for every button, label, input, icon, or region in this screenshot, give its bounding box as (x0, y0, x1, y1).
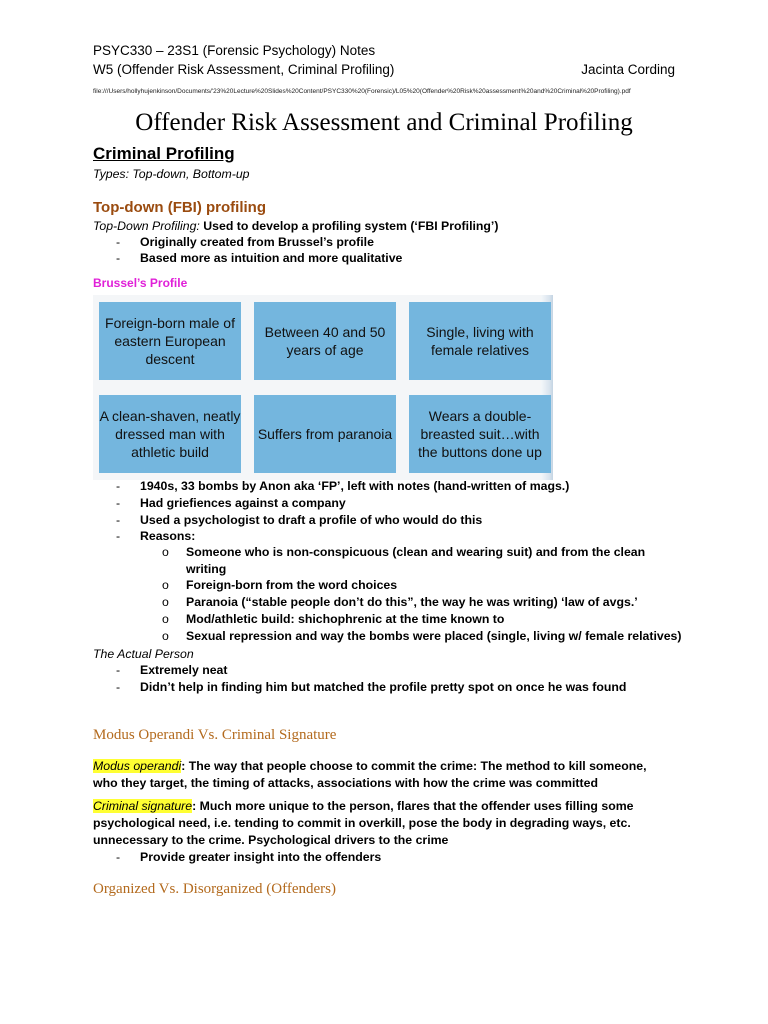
topdown-intro (93, 219, 498, 234)
profile-card: A clean-shaven, neatly dressed man with athletic build (99, 395, 241, 473)
circle-bullet: o (162, 545, 169, 559)
profile-card: Wears a double-breasted suit…with the buttons done up (409, 395, 551, 473)
page-title: Offender Risk Assessment and Criminal Profiling (135, 109, 633, 136)
criminal-signature-def: : Much more unique to the person, flares that the offender uses filling some (192, 799, 634, 813)
brussel-bullet: Had griefiences against a company (140, 496, 346, 510)
profile-card: Single, living with female relatives (409, 302, 551, 380)
circle-bullet: o (162, 629, 169, 643)
dash-marker: - (116, 496, 121, 510)
brussel-profile-figure (93, 295, 553, 480)
criminal-signature-def-cont: psychological need, i.e. tending to commit in overkill, pose the body in degrading ways, etc. (93, 816, 631, 830)
topdown-intro-label: Top-Down Profiling: (93, 219, 200, 233)
topdown-intro-text: Used to develop a profiling system (‘FBI Profiling’) (199, 219, 499, 233)
signature-bullet: Provide greater insight into the offenders (140, 850, 382, 864)
dash-marker: - (116, 479, 121, 493)
profile-card: Between 40 and 50 years of age (254, 302, 396, 380)
modus-operandi-term: Modus operandi (93, 759, 182, 773)
criminal-signature-def-cont: unnecessary to the crime. Psychological drivers to the crime (93, 833, 449, 847)
reason-item: Mod/athletic build: shichophrenic at the time known to (186, 612, 505, 626)
brussel-bullet: Used a psychologist to draft a profile of who would do this (140, 513, 483, 527)
reason-item: Foreign-born from the word choices (186, 578, 398, 592)
modus-operandi-line (93, 759, 647, 774)
criminal-signature-line (93, 799, 633, 814)
brussel-bullet: 1940s, 33 bombs by Anon aka ‘FP’, left with notes (hand-written of mags.) (140, 479, 570, 493)
circle-bullet: o (162, 612, 169, 626)
dash-marker: - (116, 680, 121, 694)
modus-operandi-def-cont: who they target, the timing of attacks, associations with how the crime was committed (93, 776, 598, 790)
reason-item: Paranoia (“stable people don’t do this”, the way he was writing) ‘law of avgs.’ (186, 595, 638, 609)
brussel-label: Brussel’s Profile (93, 276, 188, 290)
actual-person-label: The Actual Person (93, 647, 194, 661)
topdown-bullet: Originally created from Brussel’s profile (140, 235, 374, 249)
circle-bullet: o (162, 595, 169, 609)
dash-marker: - (116, 513, 121, 527)
circle-bullet: o (162, 578, 169, 592)
author-name: Jacinta Cording (581, 62, 675, 77)
topdown-heading: Top-down (FBI) profiling (93, 199, 266, 216)
profile-card: Suffers from paranoia (254, 395, 396, 473)
brussel-bullet: Reasons: (140, 529, 196, 543)
dash-marker: - (116, 235, 121, 249)
modus-operandi-def: : The way that people choose to commit the crime: The method to kill someone, (181, 759, 647, 773)
topdown-bullet: Based more as intuition and more qualitative (140, 251, 403, 265)
dash-marker: - (116, 663, 121, 677)
criminal-profiling-heading: Criminal Profiling (93, 144, 235, 163)
profile-card: Foreign-born male of eastern European descent (99, 302, 241, 380)
dash-marker: - (116, 529, 121, 543)
actual-bullet: Extremely neat (140, 663, 228, 677)
course-header: PSYC330 – 23S1 (Forensic Psychology) Notes (93, 43, 376, 58)
reason-item: Sexual repression and way the bombs were placed (single, living w/ female relatives) (186, 629, 682, 643)
dash-marker: - (116, 850, 121, 864)
organized-heading: Organized Vs. Disorganized (Offenders) (93, 881, 336, 897)
week-header: W5 (Offender Risk Assessment, Criminal Profiling) (93, 62, 395, 77)
modus-heading: Modus Operandi Vs. Criminal Signature (93, 727, 337, 743)
file-path: file:///Users/hollyhujenkinson/Documents/'23%20Lecture%20Slides%20Content/PSYC330%20(Forensic)/L05%20(Offender%20Risk%20assessment%20and%20Criminal%20Profiling).pdf (93, 88, 631, 95)
criminal-signature-term: Criminal signature (93, 799, 193, 813)
dash-marker: - (116, 251, 121, 265)
reason-item-continued: writing (186, 562, 227, 576)
actual-bullet: Didn’t help in finding him but matched the profile pretty spot on once he was found (140, 680, 627, 694)
profiling-types: Types: Top-down, Bottom-up (93, 167, 250, 181)
reason-item: Someone who is non-conspicuous (clean and wearing suit) and from the clean (186, 545, 646, 559)
